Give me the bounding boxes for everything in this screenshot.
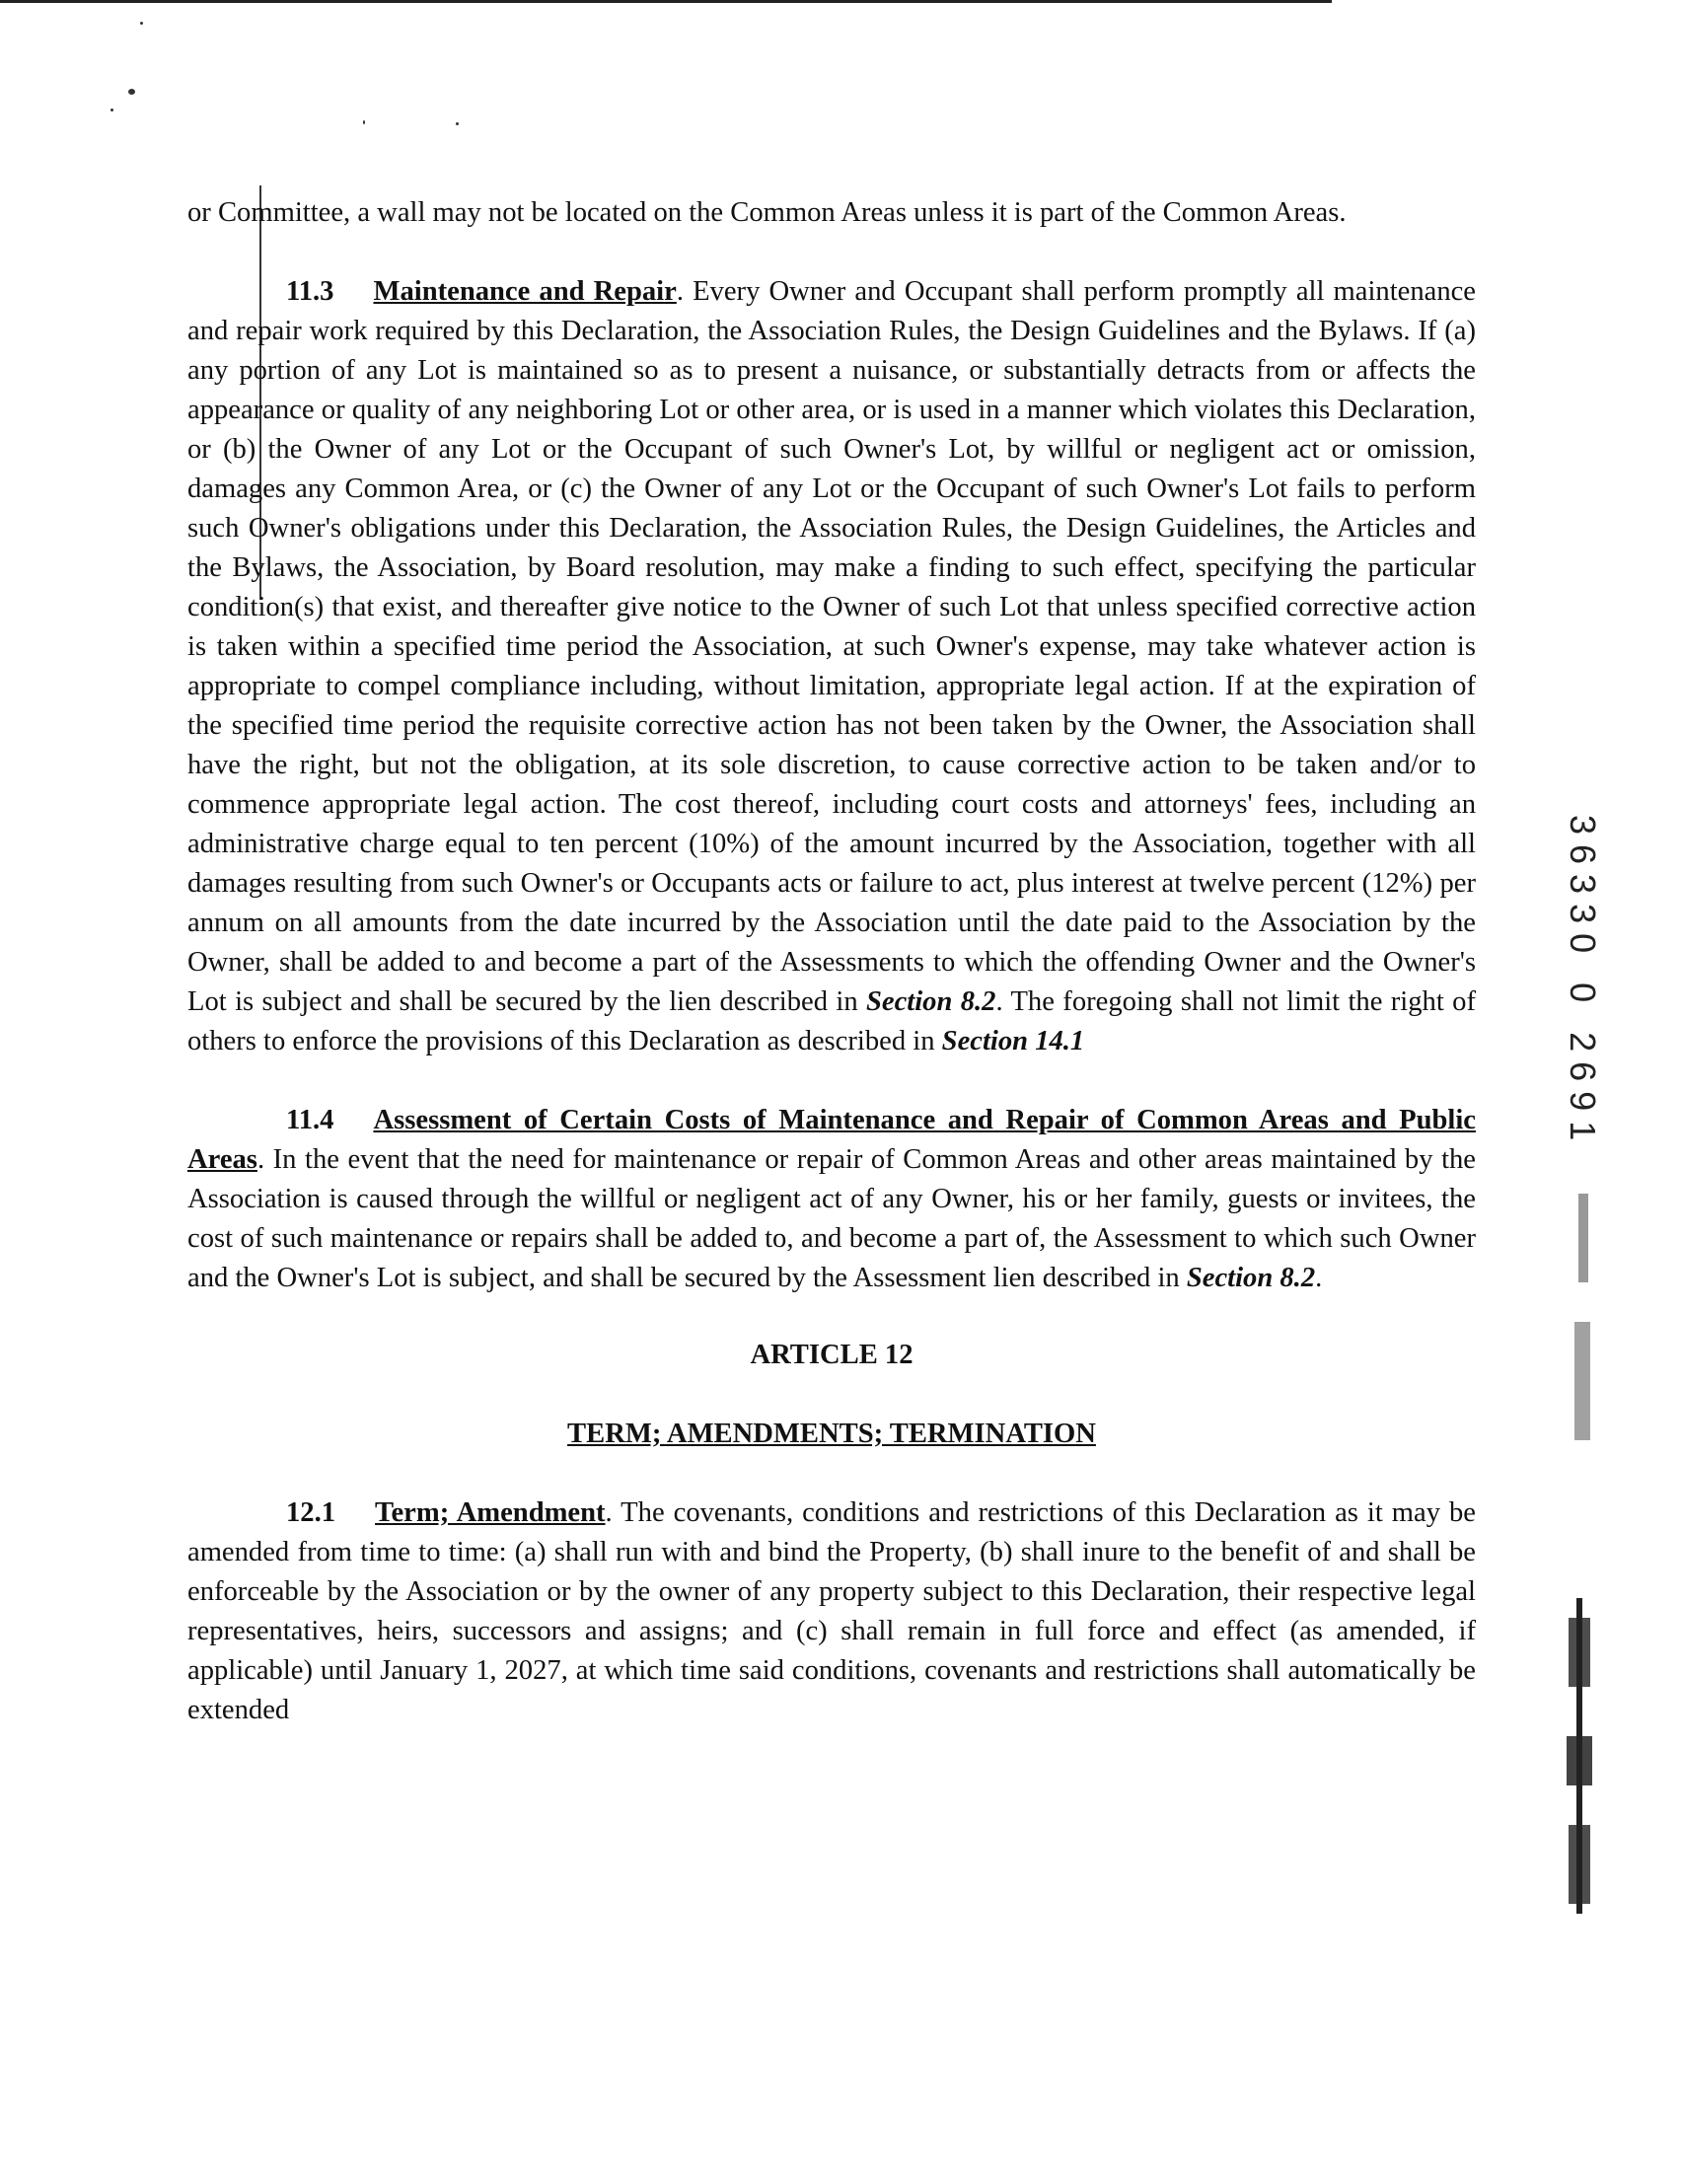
section-body: . The covenants, conditions and restrictions of this Declaration as it may be amended from time to time: (a) shall run with and bind the Property, (b) shall inure to the benefit of and shall be enforceable by the Association or by the owner of any property subject to this Declaration, their respective legal representatives, heirs, successors and assigns; and (c) shall remain in full force and effect (as amended, if applicable) until January 1, 2027, at which time said conditions, covenants and restrictions shall automatically be extended [187, 1497, 1477, 1725]
section-body: . Every Owner and Occupant shall perform promptly all maintenance and repair work required by this Declaration, the Association Rules, the Design Guidelines and the Bylaws. If (a) any portion of any Lot is maintained so as to present a nuisance, or substantially detracts from or affects the appearance or quality of any neighboring Lot or other area, or is used in a manner which violates this Declaration, or (b) the Owner of any Lot or the Occupant of such Owner's Lot, by willful or negligent act or omission, damages any Common Area, or (c) the Owner of any Lot or the Occupant of such Owner's Lot fails to perform such Owner's obligations under this Declaration, the Association Rules, the Design Guidelines, the Articles and the Bylaws, the Association, by Board resolution, may make a finding to such effect, specifying the particular condition(s) that exist, and thereafter give notice to the Owner of such Lot that unless specified corrective action is taken within a specified time period the Association, at such Owner's expense, may take whatever action is appropriate to compel compliance including, without limitation, appropriate legal action. If at the expiration of the specified time period the requisite corrective action has not been taken by the Owner, the Association shall have the right, but not the obligation, at its sole discretion, to cause corrective action to be taken and/or to commence appropriate legal action. The cost thereof, including court costs and attorneys' fees, including an administrative charge equal to ten percent (10%) of the amount incurred by the Association, together with all damages resulting from such Owner's or Occupants acts or failure to act, plus interest at twelve percent (12%) per annum on all amounts from the date incurred by the Association until the date paid to the Association by the Owner, shall be added to and become a part of the Assessments to which the offending Owner and the Owner's Lot is subject and shall be secured by the lien described in [187, 276, 1476, 1017]
margin-recording-mark [1565, 1194, 1604, 1490]
section-body-end: . [1315, 1263, 1323, 1293]
section-title: Term; Amendment [375, 1497, 606, 1528]
margin-stamp-number: 36330 0 2691 [1563, 815, 1603, 1151]
section-reference: Section 14.1 [941, 1026, 1085, 1056]
section-number: 12.1 [286, 1497, 336, 1528]
section-number: 11.3 [286, 276, 334, 307]
scan-top-border [0, 0, 1332, 3]
section-number: 11.4 [286, 1105, 334, 1135]
margin-barcode-mark [1559, 1598, 1604, 1914]
scan-speck [363, 120, 365, 124]
document-page [187, 193, 1476, 1730]
section-body: . In the event that the need for maintenance or repair of Common Areas and other areas maintained by the Association is caused through the willful or negligent act of any Owner, his or her family, guests or invitees, the cost of such maintenance or repairs shall be added to, and become a part of, the Assessment to which such Owner and the Owner's Lot is subject, and shall be secured by the Assessment lien described in [187, 1144, 1476, 1293]
section-body: . The foregoing shall not limit the right of others to enforce the provisions of this Declaration as described in [187, 986, 1476, 1056]
section-reference: Section 8.2 [1186, 1263, 1316, 1293]
section-12-1 [187, 1493, 1476, 1730]
scan-speck [128, 89, 135, 95]
article-title: TERM; AMENDMENTS; TERMINATION [567, 1419, 1096, 1449]
section-11-4 [187, 1101, 1476, 1298]
section-title: Assessment of Certain Costs of Maintenance and Repair of Common Areas and Public Areas [187, 1105, 1476, 1175]
section-title: Maintenance and Repair [373, 276, 677, 307]
scan-speck [110, 109, 113, 111]
continuation-paragraph: or Committee, a wall may not be located on the Common Areas unless it is part of the Common Areas. [187, 197, 1347, 228]
scan-speck [456, 122, 459, 125]
section-reference: Section 8.2 [865, 986, 996, 1017]
article-heading: ARTICLE 12 [750, 1340, 914, 1370]
scan-speck [140, 22, 143, 25]
section-11-3 [187, 272, 1476, 1061]
